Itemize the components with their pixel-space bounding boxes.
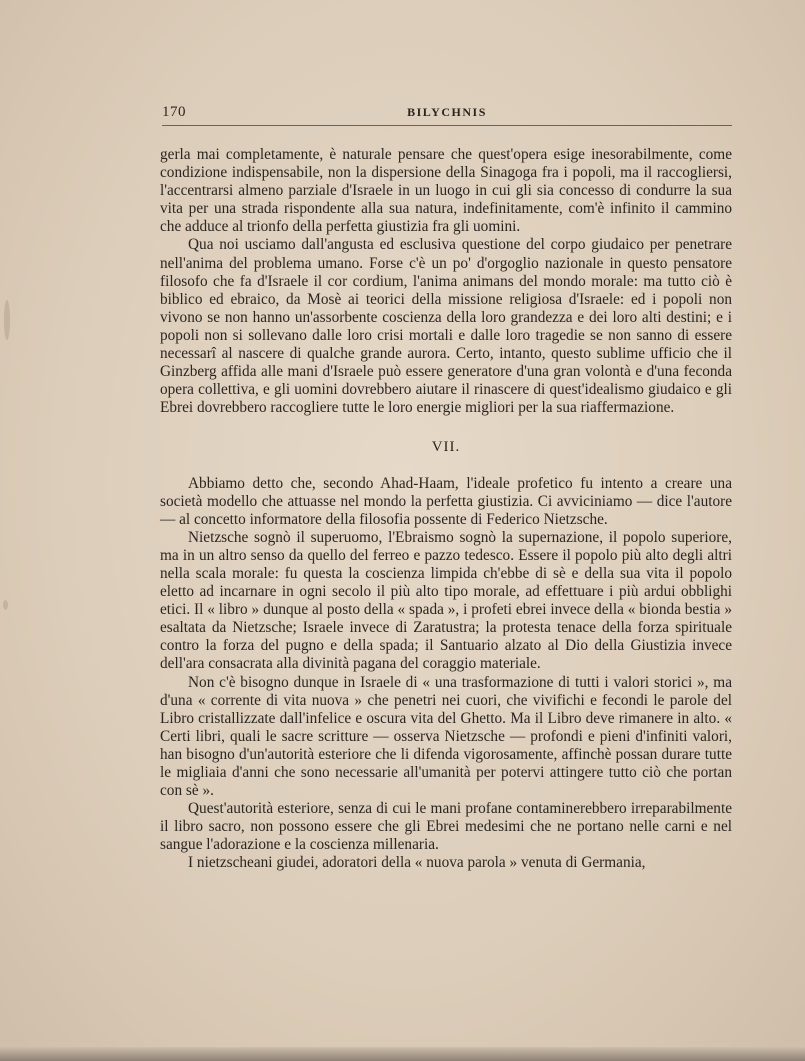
page-header: [162, 104, 732, 126]
paper-blemish: [3, 600, 8, 610]
paragraph: gerla mai completamente, è naturale pensare che quest'opera esige inesorabilmente, come condizione indispensabile, non la dispersione della Sinagoga fra i popoli, ma il raccogliersi, l'accentrarsi almeno parziale d'Israele in un luogo in cui gli sia concesso di condurre la sua vita per una strada rispondente alla sua natura, indefinitamente, com'è infinito il cammino che adduce al trionfo della perfetta giustizia fra gli uomini.: [160, 146, 732, 236]
page-number: 170: [162, 104, 186, 120]
paragraph: Nietzsche sognò il superuomo, l'Ebraismo sognò la supernazione, il popolo superiore, ma in un altro senso da quello del ferreo e pazzo tedesco. Essere il popolo più alto degli altri nella scala morale: fu questa la coscienza limpida ch'ebbe di sè e della sua vita il popolo eletto ad incarnare in ogni secolo il più alto tipo morale, ad effettuare i più ardui obblighi etici. Il « libro » dunque al posto della « spada », i profeti ebrei invece della « bionda bestia » esaltata da Nietzsche; Israele invece di Zaratustra; la protesta tenace della forza spirituale contro la forza del pugno e della spada; il Santuario alzato al Dio della Giustizia invece dell'ara consacrata alla divinità pagana del coraggio materiale.: [160, 528, 732, 673]
running-title: BILYCHNIS: [407, 105, 487, 119]
paragraph: I nietzscheani giudei, adoratori della « nuova parola » venuta di Germania,: [188, 854, 646, 872]
page-bottom-edge: [0, 1047, 805, 1061]
paper-blemish: [4, 300, 10, 340]
paragraph: Qua noi usciamo dall'angusta ed esclusiva questione del corpo giudaico per penetrare nell'anima del problema umano. Forse c'è un po' d'orgoglio nazionale in questo pensatore filosofo che fa d'Israele il cor cordium, l'anima animans del mondo morale: ma tutto ciò è biblico ed ebraico, da Mosè ai teorici della missione religiosa d'Israele: ed i popoli non vivono se non hanno un'assorbente coscienza della loro grandezza e dei loro alti destini; e i popoli non si sollevano dalle loro crisi mortali e dalle loro tragedie se non sanno di essere necessarî al nascere di qualche grande aurora. Certo, intanto, questo sublime ufficio che il Ginzberg affida alle mani d'Israele può essere generatore d'una gran volontà e d'una feconda opera collettiva, e gli uomini dovrebbero aiutare il rinascere di quest'idealismo giudaico e gli Ebrei dovrebbero raccogliere tutte le loro energie migliori per la sua riaffermazione.: [160, 236, 732, 417]
paragraph: Non c'è bisogno dunque in Israele di « una trasformazione di tutti i valori storici », ma d'una « corrente di vita nuova » che penetri nei cuori, che vivifichi e fecondi le parole del Libro cristallizzate dall'infelice e oscura vita del Ghetto. Ma il Libro deve rimanere in alto. « Certi libri, quali le sacre scritture — osserva Nietzsche — profondi e pieni d'infiniti valori, han bisogno d'un'autorità esteriore che li difenda vigorosamente, affinchè possan durare tutte le migliaia d'anni che sono necessarie all'umanità per potervi attingere tutto ciò che portan con sè ».: [160, 673, 732, 800]
body-text: [160, 146, 732, 873]
paragraph: Quest'autorità esteriore, senza di cui le mani profane contaminerebbero irreparabilmente il libro sacro, non possono essere che gli Ebrei medesimi che ne portano nelle carni e nel sangue l'adorazione e la coscienza millenaria.: [160, 800, 732, 854]
paragraph: Abbiamo detto che, secondo Ahad-Haam, l'ideale profetico fu intento a creare una società modello che attuasse nel mondo la perfetta giustizia. Ci avviciniamo — dice l'autore — al concetto informatore della filosofia possente di Federico Nietzsche.: [160, 474, 732, 528]
header-rule: [162, 125, 732, 126]
section-heading: VII.: [431, 439, 461, 456]
